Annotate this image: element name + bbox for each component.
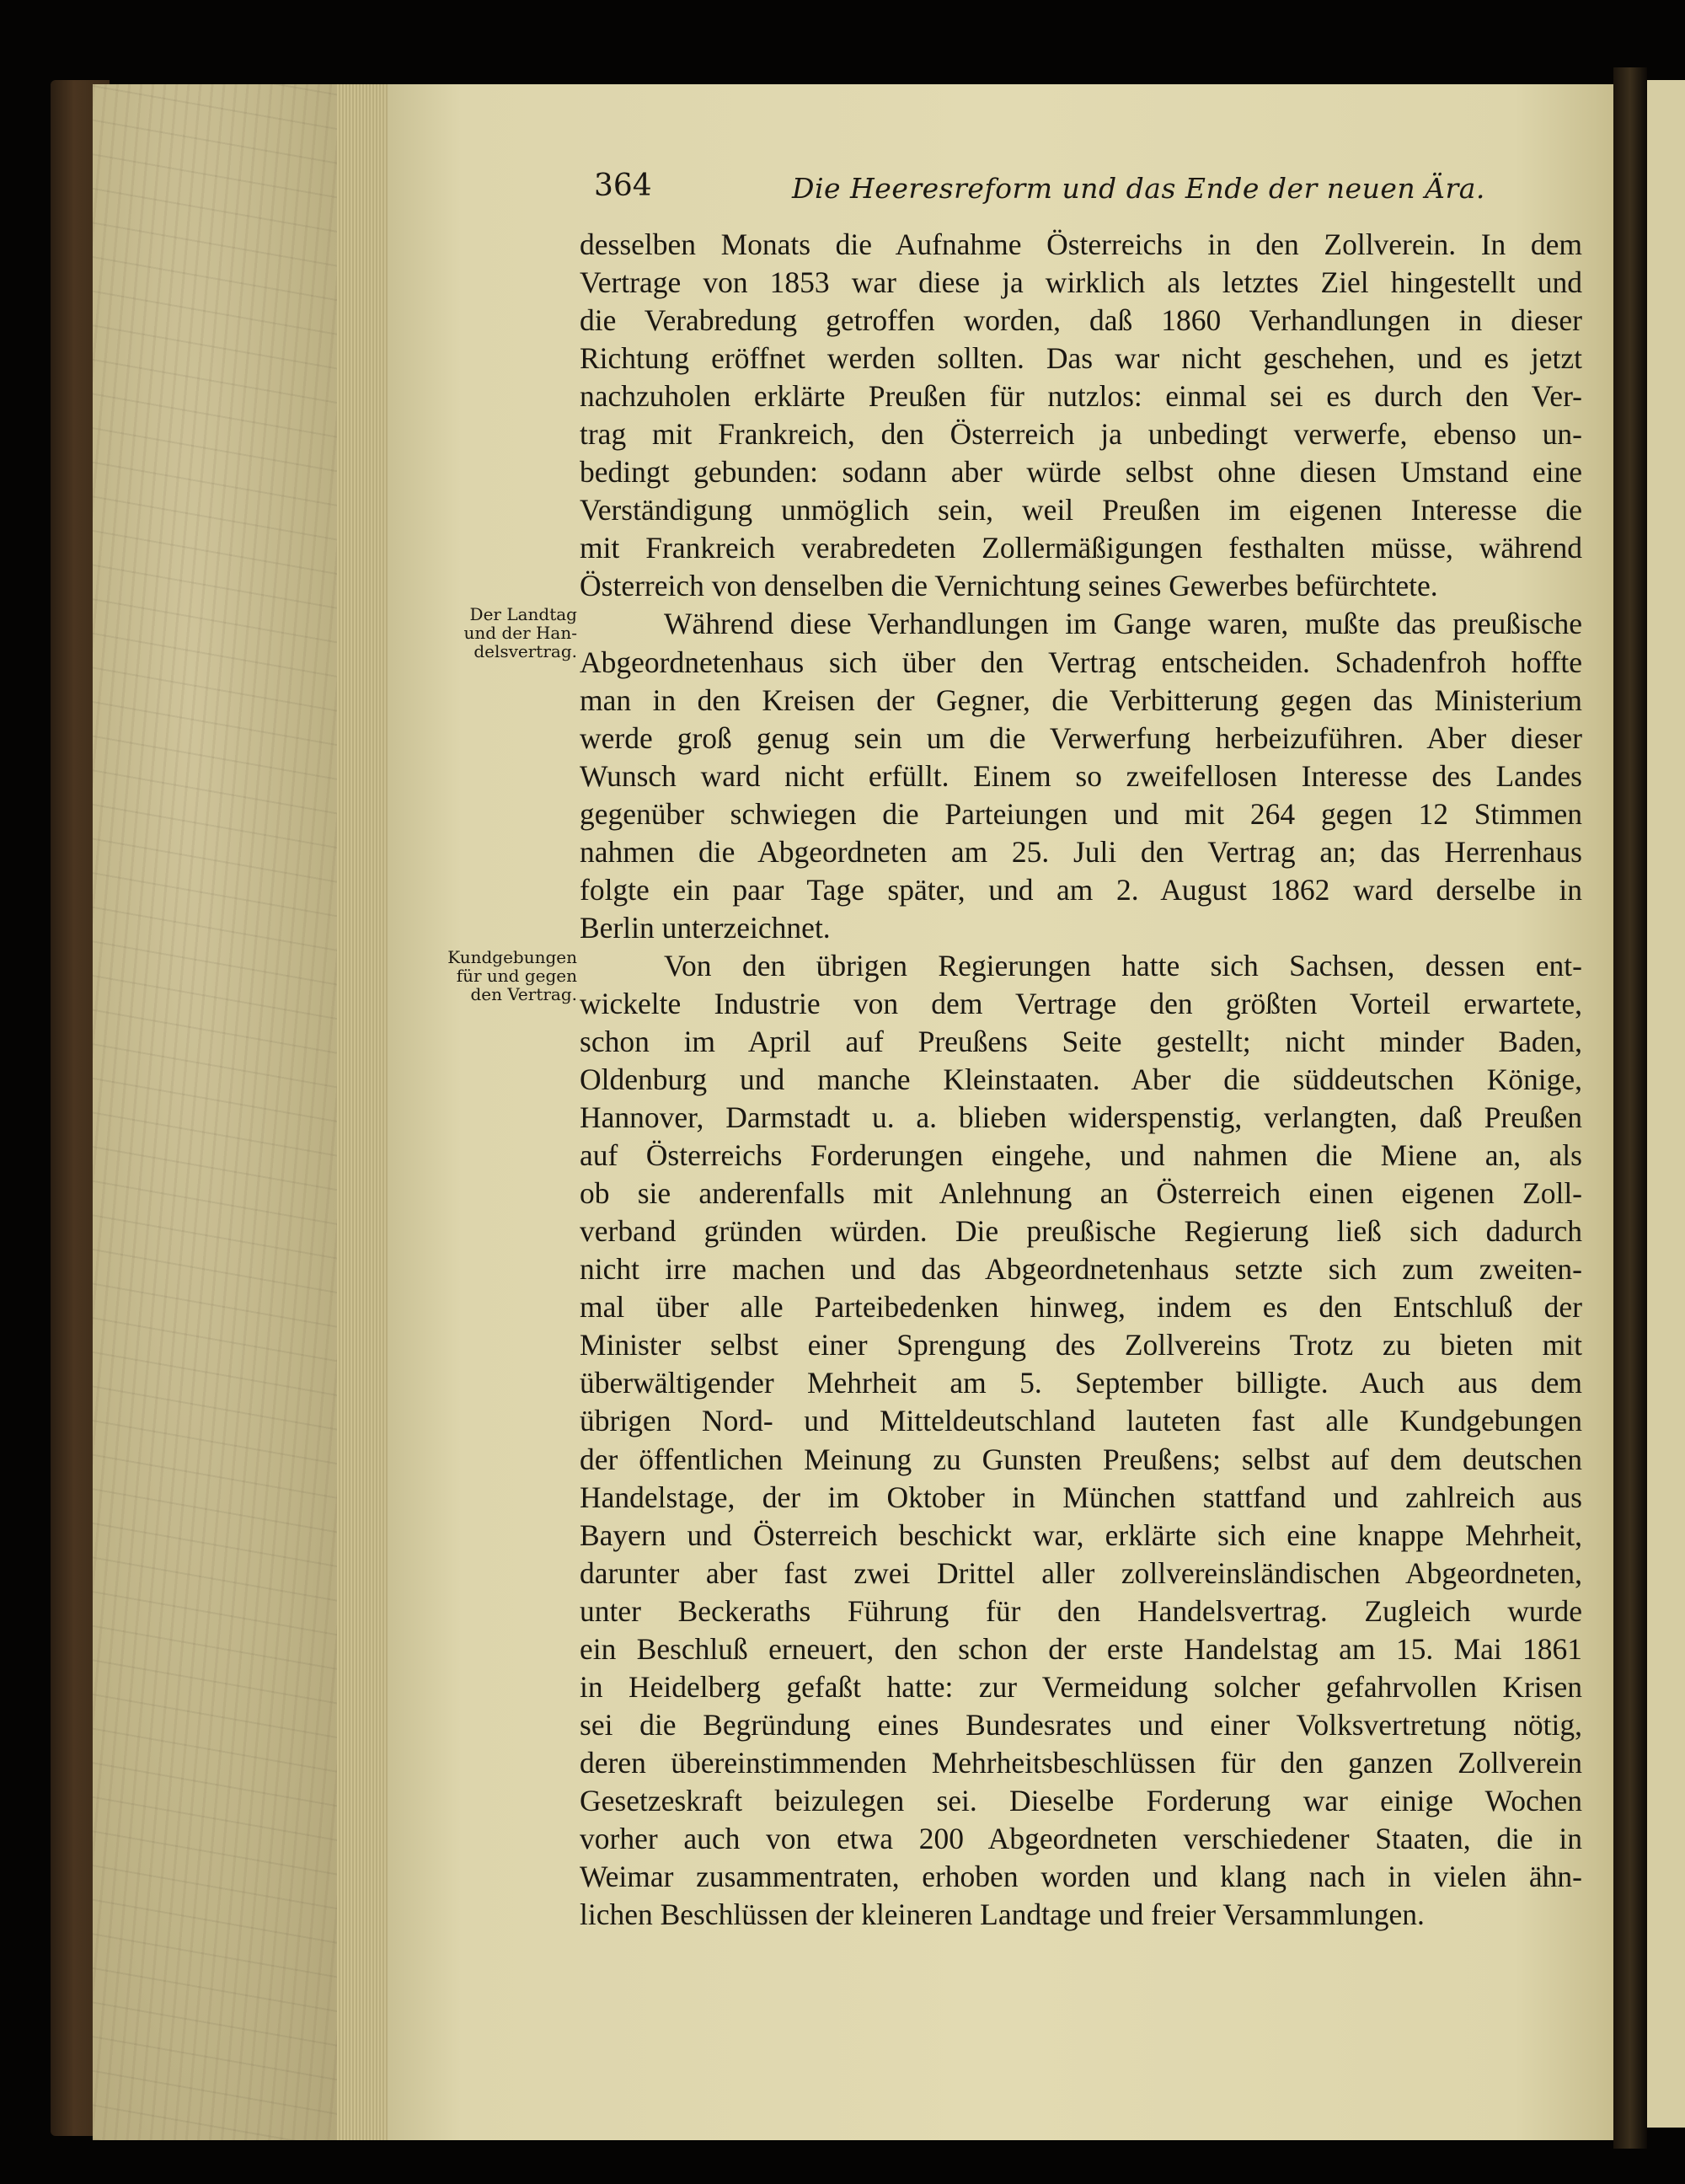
text-line: Richtung eröffnet werden sollten. Das war nicht geschehen, und es jetzt [580,341,1582,376]
text-line: verband gründen würden. Die preußische Regierung ließ sich dadurch [580,1214,1582,1249]
marginal-note-landtag [417,605,577,661]
text-line: Wunsch ward nicht erfüllt. Einem so zweifellosen Interesse des Landes [580,758,1582,793]
text-line: Handelstage, der im Oktober in München stattfand und zahlreich aus [580,1480,1582,1514]
text-line: bedingt gebunden: sodann aber würde selbst ohne diesen Umstand eine [580,455,1582,490]
text-line: folgte ein paar Tage später, und am 2. August 1862 ward derselbe in [580,872,1582,907]
marginal-line: Der Landtag [469,604,577,624]
facing-page-sliver [1647,80,1685,2128]
text-line: Oldenburg und manche Kleinstaaten. Aber die süddeutschen Könige, [580,1063,1582,1097]
text-line: überwältigender Mehrheit am 5. September billigte. Auch aus dem [580,1366,1582,1400]
text-line: auf Österreichs Forderungen eingehe, und nahmen die Miene an, als [580,1138,1582,1173]
text-line: nachzuholen erklärte Preußen für nutzlos: einmal sei es durch den Ver- [580,379,1582,414]
text-line: wickelte Industrie von dem Vertrage den größten Vorteil erwartete, [580,986,1582,1020]
text-line: Weimar zusammentraten, erhoben worden und klang nach in vielen ähn- [580,1860,1582,1894]
text-line: nahmen die Abgeordneten am 25. Juli den Vertrag an; das Herrenhaus [580,834,1582,869]
marbled-page-edges [93,84,337,2140]
text-line: Vertrage von 1853 war diese ja wirklich als letztes Ziel hingestellt und [580,265,1582,300]
text-line: der öffentlichen Meinung zu Gunsten Preußens; selbst auf dem deutschen [580,1442,1582,1476]
text-line: Bayern und Österreich beschickt war, erklärte sich eine knappe Mehrheit, [580,1518,1582,1552]
page-fore-edge [337,84,388,2140]
text-line: Hannover, Darmstadt u. a. blieben widerspenstig, verlangten, daß Preußen [580,1100,1582,1135]
page-number: 364 [594,169,652,203]
text-line: übrigen Nord- und Mitteldeutschland lauteten fast alle Kundgebungen [580,1404,1582,1438]
marginal-line: den Vertrag. [470,984,577,1004]
text-line: Österreich von denselben die Vernichtung seines Gewerbes befürchtete. [580,569,1438,603]
body-text [580,226,1582,1934]
text-line: trag mit Frankreich, den Österreich ja unbedingt verwerfe, ebenso un- [580,417,1582,452]
text-line: Minister selbst einer Sprengung des Zollvereins Trotz zu bieten mit [580,1328,1582,1362]
text-line: werde groß genug sein um die Verwerfung herbeizuführen. Aber dieser [580,720,1582,755]
text-line: in Heidelberg gefaßt hatte: zur Vermeidung solcher gefahrvollen Krisen [580,1669,1582,1704]
text-line: deren übereinstimmenden Mehrheitsbeschlüssen für den ganzen Zollverein [580,1745,1582,1780]
text-line: Gesetzeskraft beizulegen sei. Dieselbe Forderung war einige Wochen [580,1783,1582,1817]
text-line: ob sie anderenfalls mit Anlehnung an Österreich einen eigenen Zoll- [580,1176,1582,1211]
text-line: schon im April auf Preußens Seite gestellt; nicht minder Baden, [580,1024,1582,1058]
running-title: Die Heeresreform und das Ende der neuen Ära. [792,172,1485,205]
text-line: man in den Kreisen der Gegner, die Verbitterung gegen das Ministerium [580,682,1582,717]
book-gutter [1613,67,1647,2149]
marginal-line: Kundgebungen [447,947,577,967]
text-line: vorher auch von etwa 200 Abgeordneten verschiedener Staaten, die in [580,1821,1582,1855]
text-line: lichen Beschlüssen der kleineren Landtage und freier Versammlungen. [580,1898,1425,1932]
marginal-line: und der Han- [463,623,577,643]
marginal-note-kundgebungen [417,948,577,1004]
text-line: mit Frankreich verabredeten Zollermäßigungen festhalten müsse, während [580,531,1582,565]
running-header [594,169,1580,219]
text-line: desselben Monats die Aufnahme Österreichs in den Zollverein. In dem [580,228,1582,261]
text-line: nicht irre machen und das Abgeordnetenhaus setzte sich zum zweiten- [580,1252,1582,1287]
marginal-line: delsvertrag. [473,641,577,661]
text-line: Abgeordnetenhaus sich über den Vertrag entscheiden. Schadenfroh hoffte [580,645,1582,679]
marginal-line: für und gegen [456,966,577,986]
text-line: darunter aber fast zwei Drittel aller zollvereinsländischen Abgeordneten, [580,1555,1582,1590]
text-line: unter Beckeraths Führung für den Handelsvertrag. Zugleich wurde [580,1593,1582,1628]
text-line: gegenüber schwiegen die Parteiungen und mit 264 gegen 12 Stimmen [580,796,1582,831]
text-line: Verständigung unmöglich sein, weil Preußen im eigenen Interesse die [580,493,1582,527]
text-line: Berlin unterzeichnet. [580,910,831,945]
text-line: mal über alle Parteibedenken hinweg, indem es den Entschluß der [580,1290,1582,1325]
text-line: ein Beschluß erneuert, den schon der erste Handelstag am 15. Mai 1861 [580,1631,1582,1666]
text-line: die Verabredung getroffen worden, daß 1860 Verhandlungen in dieser [580,303,1582,338]
text-line: Während diese Verhandlungen im Gange waren, mußte das preußische [664,607,1582,641]
text-line: sei die Begründung eines Bundesrates und einer Volksvertretung nötig, [580,1707,1582,1742]
text-line: Von den übrigen Regierungen hatte sich Sachsen, dessen ent- [664,948,1582,982]
